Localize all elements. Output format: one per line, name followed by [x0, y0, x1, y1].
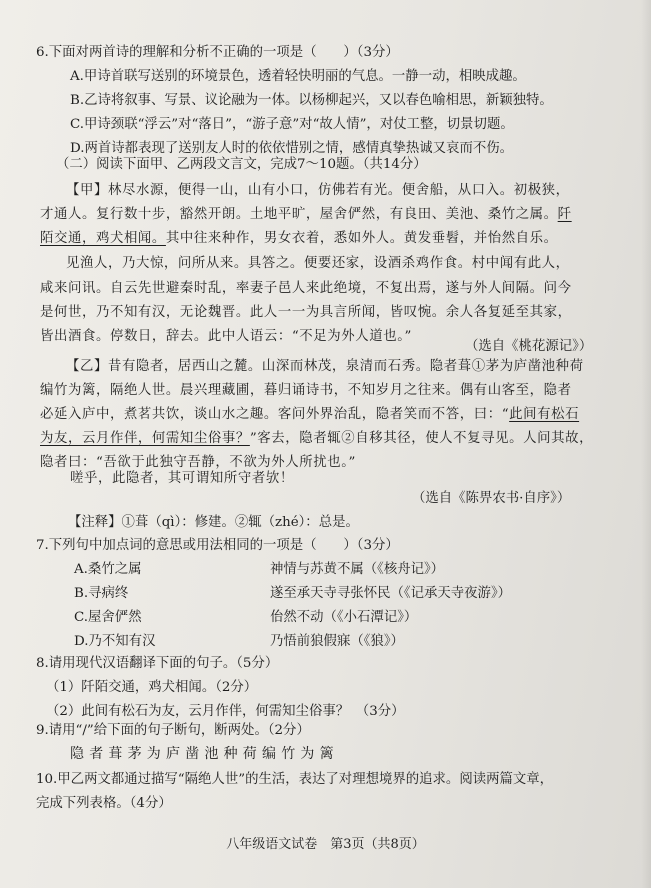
- jia-line-7: 皆出酒食。停数日，辞去。此中人语云：“不足为外人道也。”: [40, 329, 412, 344]
- yi-line-5: 隐者曰：“吾欲于此独守吾静，不欲为外人所扰也。”: [40, 455, 356, 470]
- jia-line-3: [40, 230, 558, 248]
- q6-stem: 6.下面对两首诗的理解和分析不正确的一项是（ ）（3分）: [36, 45, 399, 60]
- q7-option-a-left: A.桑竹之属: [74, 562, 142, 577]
- jia-line-3-text: 其中往来种作，男女衣着，悉如外人。黄发垂髫，并怡然自乐。: [165, 231, 558, 246]
- jia-line-1: 【甲】林尽水源，便得一山，山有小口，仿佛若有光。便舍船，从口入。初极狭，: [66, 183, 570, 198]
- yi-line-1: 【乙】昔有隐者，居西山之麓。山深而林茂，泉清而石秀。隐者葺①茅为庐凿池种荷: [66, 359, 584, 374]
- q7-option-c-right: 佁然不动（《小石潭记》）: [270, 610, 418, 625]
- q8-sentence-2: （2）此间有松石为友，云月作伴，何需知尘俗事？ （3分）: [46, 704, 405, 719]
- q8-stem: 8.请用现代汉语翻译下面的句子。（5分）: [36, 656, 279, 671]
- jia-line-2-text: 才通人。复行数十步，豁然开朗。土地平旷，屋舍俨然，有良田、美池、桑竹之属。: [40, 207, 558, 222]
- q8-sentence-1: （1）阡陌交通，鸡犬相闻。（2分）: [46, 680, 258, 695]
- yi-line-3-text: 必延入庐中，煮茗共饮，谈山水之趣。客问外界治乱，隐者笑而不答，曰：“: [40, 407, 510, 422]
- q7-stem: 7.下列句中加点词的意思或用法相同的一项是（ ）（3分）: [36, 538, 399, 553]
- jia-line-4: 见渔人，乃大惊，问所从来。具答之。便要还家，设酒杀鸡作食。村中闻有此人，: [66, 256, 570, 271]
- q6-option-c: C.甲诗颈联“浮云”对“落日”，“游子意”对“故人情”，对仗工整，切景切题。: [70, 117, 514, 132]
- q7-option-d-left: D.乃不知有汉: [74, 634, 156, 649]
- q6-option-b: B.乙诗将叙事、写景、议论融为一体。以杨柳起兴，又以春色喻相思，新颖独特。: [70, 93, 553, 108]
- jia-line-5: 咸来问讯。自云先世避秦时乱，率妻子邑人来此绝境，不复出焉，遂与外人间隔。问今: [40, 281, 572, 296]
- yi-line-6: 嗟乎，此隐者，其可谓知所守者欤！: [70, 471, 294, 486]
- q7-option-c-left: C.屋舍俨然: [74, 610, 142, 625]
- page-edge-shadow: [641, 0, 651, 888]
- yi-line-3-underlined: 此间有松石: [509, 407, 580, 422]
- q7-option-a-right: 神情与苏黄不属（《核舟记》）: [270, 562, 445, 577]
- q6-option-a: A.甲诗首联写送别的环境景色，透着轻快明丽的气息。一静一动，相映成趣。: [70, 69, 526, 84]
- jia-source: （选自《桃花源记》）: [465, 339, 593, 354]
- yi-line-4-underlined: 为友，云月作伴，何需知尘俗事？: [40, 431, 250, 446]
- q10-line-2: 完成下列表格。（4分）: [36, 796, 172, 811]
- yi-line-4-text: ”客去，隐者辄②自移其径，使人不复寻见。人问其故，: [249, 431, 594, 446]
- jia-line-3-underlined: 陌交通，鸡犬相闻。: [40, 231, 166, 246]
- jia-line-2-underlined: 阡: [557, 207, 572, 222]
- page-footer: 八年级语文试卷 第3页（共8页）: [226, 837, 425, 852]
- q10-line-1: 10.甲乙两文都通过描写“隔绝人世”的生活，表达了对理想境界的追求。阅读两篇文章，: [36, 772, 554, 787]
- q9-stem: 9.请用“/”给下面的句子断句，断两处。（2分）: [36, 723, 310, 738]
- yi-line-2: 编竹为篱，隔绝人世。晨兴理藏圃，暮归诵诗书，不知岁月之往来。偶有山客至，隐者: [40, 383, 572, 398]
- yi-line-3: [40, 406, 579, 424]
- q7-option-b-right: 遂至承天寺寻张怀民（《记承天寺夜游》）: [270, 586, 512, 601]
- yi-source: （选自《陈畀农书·自序》）: [412, 491, 571, 506]
- annotation-notes: 【注释】①葺（qì）：修建。②辄（zhé）：总是。: [68, 515, 359, 530]
- q6-option-d: D.两首诗都表现了送别友人时的依依惜别之情，感情真挚热诚又哀而不伤。: [70, 141, 514, 156]
- jia-line-6: 是何世，乃不知有汉，无论魏晋。此人一一为具言所闻，皆叹惋。余人各复延至其家，: [40, 305, 572, 320]
- yi-line-4: [40, 430, 593, 448]
- q7-option-d-right: 乃悟前狼假寐（《狼》）: [270, 634, 404, 649]
- q9-sentence: 隐者葺茅为庐凿池种荷编竹为篱: [70, 746, 339, 762]
- q7-option-b-left: B.寻病终: [74, 586, 129, 601]
- section-heading: （二）阅读下面甲、乙两段文言文，完成7～10题。（共14分）: [56, 157, 427, 172]
- jia-line-2: [40, 206, 572, 224]
